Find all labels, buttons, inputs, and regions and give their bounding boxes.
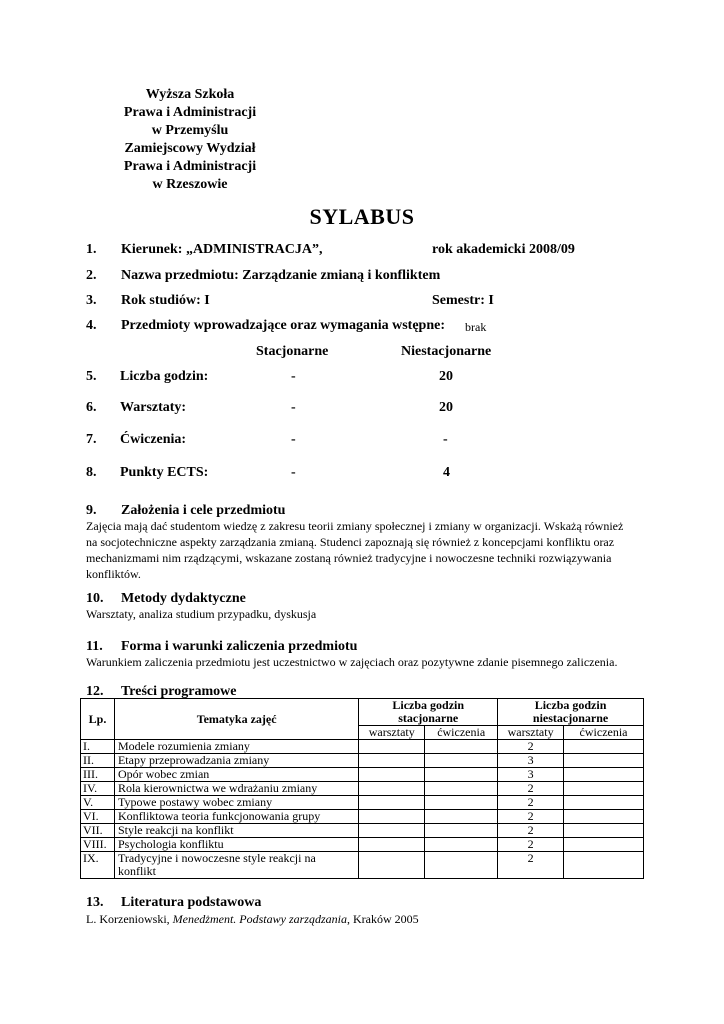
row-nstat-exercises — [564, 768, 644, 782]
row-stat-workshops — [359, 810, 425, 824]
row-nstat-workshops: 2 — [498, 852, 564, 879]
text-line: konfliktów. — [86, 567, 141, 581]
semester: Semestr: I — [432, 293, 494, 308]
hours-row-nonstationary: 20 — [439, 400, 453, 415]
table-row — [81, 824, 644, 838]
table-row — [81, 810, 644, 824]
row-stat-workshops — [359, 838, 425, 852]
table-row — [81, 768, 644, 782]
row-topic: Psychologia konfliktu — [114, 838, 358, 852]
text-line: Zajęcia mają dać studentom wiedzę z zakresu teorii zmiany społecznej i zmiany w organizacji. Wskażą również — [86, 519, 624, 533]
row-topic: Konfliktowa teoria funkcjonowania grupy — [114, 810, 358, 824]
subheader-exercises: ćwiczenia — [564, 726, 644, 740]
row-nstat-workshops: 2 — [498, 838, 564, 852]
item-3-number: 3. — [86, 293, 97, 308]
header-line: w Przemyślu — [151, 123, 229, 138]
topic-line: konflikt — [117, 864, 156, 878]
row-nstat-workshops: 2 — [498, 740, 564, 754]
hours-row-nonstationary: - — [443, 432, 448, 447]
row-stat-exercises — [425, 740, 498, 754]
section-12-number: 12. — [86, 684, 104, 699]
row-nstat-workshops: 2 — [498, 824, 564, 838]
hours-row-label: Warsztaty: — [120, 400, 187, 415]
section-11-text: Warunkiem zaliczenia przedmiotu jest uczestnictwo w zajęciach oraz pozytywne zdanie pisemnego zaliczenia. — [86, 655, 618, 669]
text-line: na socjotechniczne aspekty zarządzania zmianą. Studenci zapoznają się również z koncepcjami konfliktu oraz — [86, 535, 615, 549]
row-lp: I. — [81, 740, 115, 754]
hours-row-nonstationary: 4 — [443, 465, 450, 480]
item-2-label: Nazwa przedmiotu: Zarządzanie zmianą i konfliktem — [121, 268, 441, 283]
literature-title: Menedżment. Podstawy zarządzania — [172, 912, 347, 926]
row-stat-workshops — [359, 740, 425, 754]
subheader-workshops: warsztaty — [498, 726, 564, 740]
literature-entry — [86, 911, 646, 927]
section-9-title: Założenia i cele przedmiotu — [121, 503, 286, 518]
row-topic: Modele rozumienia zmiany — [114, 740, 358, 754]
row-nstat-workshops: 3 — [498, 754, 564, 768]
hours-row-stationary: - — [291, 432, 296, 447]
header-topic: Tematyka zajęć — [114, 699, 358, 740]
header-text: Liczba godzin — [392, 698, 465, 712]
hours-row-number: 5. — [86, 369, 97, 384]
row-stat-workshops — [359, 782, 425, 796]
hours-row-label: Punkty ECTS: — [120, 465, 209, 480]
hours-row-number: 6. — [86, 400, 97, 415]
row-nstat-workshops: 2 — [498, 782, 564, 796]
institution-header — [100, 86, 280, 194]
item-2-number: 2. — [86, 268, 97, 283]
row-lp: II. — [81, 754, 115, 768]
row-nstat-exercises — [564, 824, 644, 838]
hours-row-label: Ćwiczenia: — [120, 432, 187, 447]
row-stat-workshops — [359, 852, 425, 879]
row-nstat-workshops: 2 — [498, 796, 564, 810]
hours-row-number: 7. — [86, 432, 97, 447]
hours-row-stationary: - — [291, 400, 296, 415]
row-nstat-exercises — [564, 810, 644, 824]
row-topic: Rola kierownictwa we wdrażaniu zmiany — [114, 782, 358, 796]
table-row — [81, 852, 644, 879]
row-lp: III. — [81, 768, 115, 782]
row-stat-exercises — [425, 754, 498, 768]
header-line: Prawa i Administracji — [123, 105, 257, 120]
row-nstat-workshops: 3 — [498, 768, 564, 782]
topic-line: Tradycyjne i nowoczesne style reakcji na — [117, 851, 316, 865]
program-table — [80, 698, 644, 879]
section-13-number: 13. — [86, 895, 104, 910]
header-nonstationary-hours — [498, 699, 644, 726]
row-lp: V. — [81, 796, 115, 810]
prerequisites-value: brak — [465, 320, 487, 334]
row-lp: VII. — [81, 824, 115, 838]
row-topic: Typowe postawy wobec zmiany — [114, 796, 358, 810]
row-stat-exercises — [425, 852, 498, 879]
header-text: stacjonarne — [398, 711, 459, 725]
row-nstat-exercises — [564, 754, 644, 768]
table-row — [81, 754, 644, 768]
header-line: w Rzeszowie — [152, 177, 228, 192]
item-3-label: Rok studiów: I — [121, 293, 210, 308]
hours-row-stationary: - — [291, 465, 296, 480]
table-row — [81, 740, 644, 754]
section-9-text — [86, 518, 646, 582]
row-nstat-workshops: 2 — [498, 810, 564, 824]
section-11-number: 11. — [86, 639, 103, 654]
literature-place: , Kraków 2005 — [346, 912, 419, 926]
row-stat-exercises — [425, 824, 498, 838]
section-13-title: Literatura podstawowa — [121, 895, 262, 910]
row-lp: VIII. — [81, 838, 115, 852]
subheader-exercises: ćwiczenia — [425, 726, 498, 740]
row-topic: Etapy przeprowadzania zmiany — [114, 754, 358, 768]
row-stat-workshops — [359, 768, 425, 782]
row-stat-exercises — [425, 838, 498, 852]
header-text: Liczba godzin — [534, 698, 607, 712]
header-line: Wyższa Szkoła — [145, 87, 235, 102]
row-nstat-exercises — [564, 740, 644, 754]
academic-year: rok akademicki 2008/09 — [432, 242, 575, 257]
table-row — [81, 838, 644, 852]
item-4-label: Przedmioty wprowadzające oraz wymagania wstępne: — [121, 318, 446, 333]
row-stat-exercises — [425, 810, 498, 824]
section-9-number: 9. — [86, 503, 97, 518]
subheader-workshops: warsztaty — [359, 726, 425, 740]
hours-row-nonstationary: 20 — [439, 369, 453, 384]
section-10-text: Warsztaty, analiza studium przypadku, dyskusja — [86, 607, 317, 621]
row-stat-exercises — [425, 782, 498, 796]
table-row — [81, 782, 644, 796]
row-stat-workshops — [359, 754, 425, 768]
row-topic: Opór wobec zmian — [114, 768, 358, 782]
document-title: SYLABUS — [309, 204, 415, 229]
row-stat-workshops — [359, 824, 425, 838]
item-1-label: Kierunek: „ADMINISTRACJA”, — [121, 242, 323, 257]
header-line: Zamiejscowy Wydział — [124, 141, 256, 156]
row-topic: Style reakcji na konflikt — [114, 824, 358, 838]
hours-row-number: 8. — [86, 465, 97, 480]
row-lp: IX. — [81, 852, 115, 879]
row-lp: VI. — [81, 810, 115, 824]
header-stationary-hours — [359, 699, 498, 726]
section-12-title: Treści programowe — [121, 684, 237, 699]
hours-row-label: Liczba godzin: — [120, 369, 209, 384]
section-10-title: Metody dydaktyczne — [121, 591, 246, 606]
hours-row-stationary: - — [291, 369, 296, 384]
header-line: Prawa i Administracji — [123, 159, 257, 174]
mode-nonstationary: Niestacjonarne — [401, 344, 492, 359]
item-4-number: 4. — [86, 318, 97, 333]
row-nstat-exercises — [564, 782, 644, 796]
row-lp: IV. — [81, 782, 115, 796]
row-nstat-exercises — [564, 838, 644, 852]
literature-author: L. Korzeniowski, — [86, 912, 173, 926]
row-stat-exercises — [425, 796, 498, 810]
row-nstat-exercises — [564, 796, 644, 810]
header-text: niestacjonarne — [532, 711, 609, 725]
item-1-number: 1. — [86, 242, 97, 257]
row-stat-exercises — [425, 768, 498, 782]
section-10-number: 10. — [86, 591, 104, 606]
header-lp: Lp. — [81, 699, 115, 740]
row-nstat-exercises — [564, 852, 644, 879]
section-11-title: Forma i warunki zaliczenia przedmiotu — [121, 639, 358, 654]
text-line: mechanizmami nim rządzącymi, wskazane zostaną również tradycyjne i nowoczesne techniki rozwiązywania — [86, 551, 612, 565]
row-topic — [114, 852, 358, 879]
row-stat-workshops — [359, 796, 425, 810]
table-row — [81, 796, 644, 810]
mode-stationary: Stacjonarne — [256, 344, 329, 359]
